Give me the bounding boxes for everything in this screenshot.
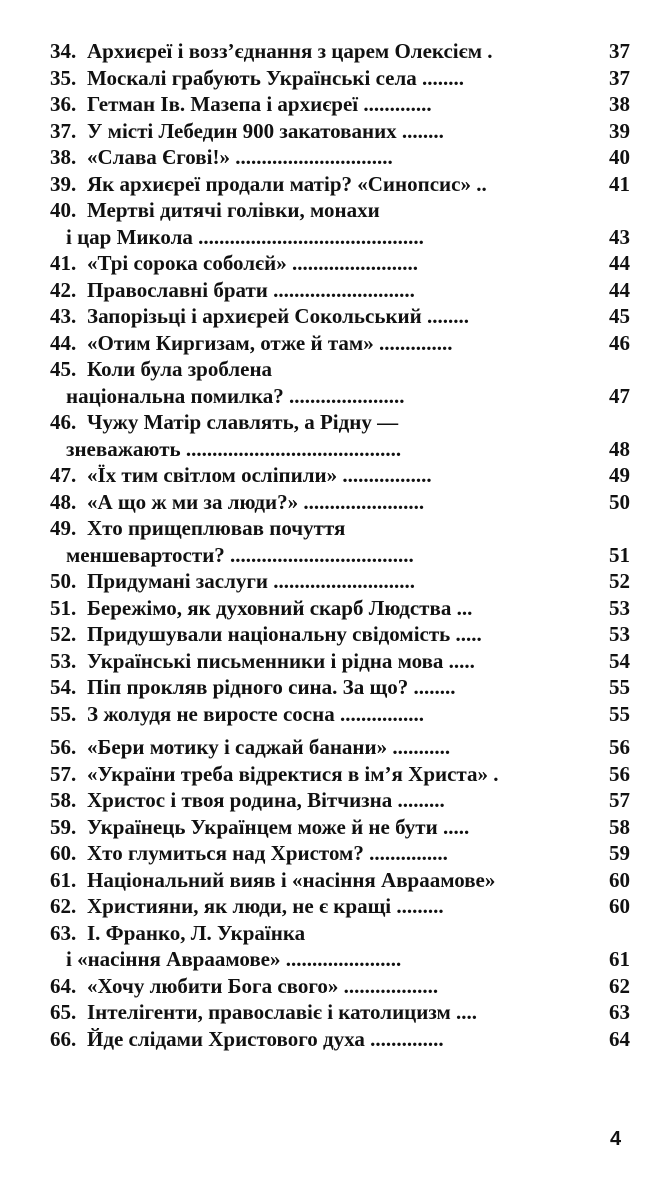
- toc-entry-title: Християни, як люди, не є кращі .........: [87, 894, 444, 918]
- page-number: 4: [610, 1128, 622, 1150]
- toc-entry: [0, 621, 649, 648]
- toc-entry-continuation: [0, 383, 649, 410]
- toc-entry-title: Гетман Ів. Мазепа і архиєреї .............: [87, 92, 432, 116]
- toc-entry: [0, 65, 649, 92]
- toc-entry-title: У місті Лебедин 900 закатованих ........: [87, 118, 444, 143]
- toc-entry: [0, 91, 649, 118]
- toc-entry-title: Інтелігенти, православіє і католицизм ....: [87, 1000, 478, 1024]
- toc-entry-title: Придушували національну свідомість .....: [87, 622, 482, 646]
- toc-entry-page: 59: [609, 841, 630, 865]
- toc-entry-continuation: [0, 436, 649, 463]
- toc-entry-title: Коли була зроблена: [87, 357, 273, 381]
- toc-entry-continuation: [0, 946, 649, 973]
- toc-entry-title-continued: національна помилка? ......................: [66, 383, 405, 408]
- toc-entry-page: 46: [609, 330, 630, 355]
- toc-entry-number: 36.: [50, 92, 77, 116]
- toc-entry-number: 64.: [50, 973, 77, 998]
- toc-entry-title: Хто прищеплював почуття: [87, 516, 346, 540]
- toc-entry-title: Хто глумиться над Христом? ...............: [87, 841, 448, 865]
- toc-entry: [0, 920, 649, 947]
- toc-entry-title: Христос і твоя родина, Вітчизна .........: [87, 788, 445, 812]
- toc-entry-title: Національний вияв і «насіння Авраамове»: [87, 867, 496, 892]
- toc-entry: [0, 409, 649, 436]
- toc-entry-title: Москалі грабують Українські села ........: [87, 65, 464, 90]
- toc-entry-page: 43: [609, 224, 630, 249]
- toc-entry: [0, 277, 649, 304]
- toc-entry-title: Йде слідами Христового духа ..............: [87, 1026, 444, 1051]
- toc-entry: [0, 701, 649, 728]
- toc-entry-title: Мертві дитячі голівки, монахи: [87, 198, 380, 222]
- toc-entry-page: 57: [609, 788, 630, 812]
- toc-entry-number: 63.: [50, 920, 77, 945]
- toc-entry-number: 47.: [50, 463, 77, 487]
- toc-entry-page: 48: [609, 436, 630, 461]
- toc-entry: [0, 250, 649, 277]
- toc-entry-page: 45: [609, 304, 630, 328]
- toc-entry: [0, 814, 649, 841]
- toc-entry: [0, 648, 649, 675]
- toc-entry-title-continued: і цар Микола ...........................................: [66, 224, 424, 249]
- toc-entry: [0, 171, 649, 198]
- toc-entry-page: 37: [609, 65, 630, 90]
- toc-entry-number: 56.: [50, 735, 77, 759]
- toc-entry-number: 54.: [50, 675, 77, 699]
- toc-entry: [0, 330, 649, 357]
- toc-entry-title: Бережімо, як духовний скарб Людства ...: [87, 595, 473, 620]
- toc-entry-number: 41.: [50, 251, 77, 275]
- toc-entry-title: Архиєреї і возз’єднання з царем Олексієм .: [87, 39, 493, 63]
- toc-entry-title: З жолудя не виросте сосна ................: [87, 701, 424, 726]
- toc-entry-title: «Хочу любити Бога свого» ..................: [87, 973, 439, 998]
- toc-entry-title-continued: і «насіння Авраамове» ......................: [66, 947, 402, 971]
- toc-entry-page: 60: [609, 894, 630, 918]
- toc-entry-number: 66.: [50, 1026, 77, 1051]
- toc-entry-number: 44.: [50, 330, 77, 355]
- toc-entry-title: Піп прокляв рідного сина. За що? ........: [87, 675, 456, 699]
- toc-entry: [0, 489, 649, 516]
- toc-entry-page: 49: [609, 463, 630, 487]
- toc-entry-title: «Слава Єгові!» ..............................: [87, 145, 393, 169]
- toc-entry-page: 54: [609, 648, 630, 673]
- toc-entry-page: 44: [609, 251, 630, 275]
- toc-entry-number: 48.: [50, 489, 77, 514]
- toc-entry-page: 41: [609, 171, 630, 196]
- toc-entry-title: Чужу Матір славлять, а Рідну —: [87, 410, 399, 434]
- toc-entry: [0, 144, 649, 171]
- toc-entry-page: 47: [609, 383, 630, 408]
- toc-entry: [0, 197, 649, 224]
- toc-entry: [0, 761, 649, 788]
- toc-entry-page: 53: [609, 622, 630, 646]
- toc-entry-page: 64: [609, 1026, 630, 1051]
- toc-entry-title: «Бери мотику і саджай банани» ...........: [87, 735, 451, 759]
- toc-entry-number: 60.: [50, 841, 77, 865]
- toc-entry-number: 59.: [50, 814, 77, 839]
- toc-entry-title: Українські письменники і рідна мова .....: [87, 648, 475, 673]
- toc-entry-title: «А що ж ми за люди?» .......................: [87, 489, 425, 514]
- toc-entry-page: 56: [609, 735, 630, 759]
- toc-entry: [0, 595, 649, 622]
- toc-entry-page: 40: [609, 145, 630, 169]
- toc-entry-number: 55.: [50, 701, 77, 726]
- toc-entry: [0, 118, 649, 145]
- toc-entry: [0, 999, 649, 1026]
- toc-entry-number: 51.: [50, 595, 77, 620]
- toc-entry: [0, 840, 649, 867]
- toc-entry-page: 60: [609, 867, 630, 892]
- toc-entry-continuation: [0, 542, 649, 569]
- toc-entry: [0, 787, 649, 814]
- toc-entry-page: 55: [609, 675, 630, 699]
- toc-entry-title: Як архиєреї продали матір? «Синопсис» ..: [87, 171, 487, 196]
- toc-entry-page: 56: [609, 761, 630, 786]
- toc-entry-number: 58.: [50, 788, 77, 812]
- toc-entry: [0, 1026, 649, 1053]
- toc-entry-number: 35.: [50, 65, 77, 90]
- toc-entry-page: 51: [609, 542, 630, 567]
- toc-entry: [0, 734, 649, 761]
- toc-entry-number: 62.: [50, 894, 77, 918]
- toc-entry-title-continued: меншевартости? ...................................: [66, 542, 414, 567]
- toc-entry: [0, 356, 649, 383]
- toc-entry-number: 53.: [50, 648, 77, 673]
- toc-entry-number: 52.: [50, 622, 77, 646]
- toc-entry-title: «Отим Киргизам, отже й там» ..............: [87, 330, 453, 355]
- toc-entry: [0, 303, 649, 330]
- toc-entry-number: 50.: [50, 569, 77, 593]
- toc-entry-title: «України треба відректися в ім’я Христа» .: [87, 761, 499, 786]
- toc-entry-page: 39: [609, 118, 630, 143]
- toc-entry-page: 52: [609, 569, 630, 593]
- toc-entry-number: 39.: [50, 171, 77, 196]
- toc-entry: [0, 674, 649, 701]
- toc-entry-number: 61.: [50, 867, 77, 892]
- toc-entry-title: Православні брати ...........................: [87, 277, 415, 302]
- toc-entry-page: 62: [609, 973, 630, 998]
- toc-entry: [0, 973, 649, 1000]
- toc-entry-number: 37.: [50, 118, 77, 143]
- toc-entry: [0, 568, 649, 595]
- toc-entry-page: 55: [609, 701, 630, 726]
- toc-entry-title-continued: зневажають .........................................: [66, 436, 402, 461]
- toc-entry-title: «Трі сорока соболєй» ........................: [87, 251, 418, 275]
- toc-entry-number: 34.: [50, 39, 77, 63]
- toc-entry-title: І. Франко, Л. Українка: [87, 920, 306, 945]
- toc-entry-page: 63: [609, 1000, 630, 1024]
- table-of-contents: [0, 38, 649, 1052]
- toc-entry-number: 43.: [50, 304, 77, 328]
- toc-entry-title: «Їх тим світлом осліпили» .................: [87, 463, 432, 487]
- toc-entry-continuation: [0, 224, 649, 251]
- toc-entry-page: 37: [609, 39, 630, 63]
- toc-entry-number: 57.: [50, 761, 77, 786]
- toc-entry: [0, 38, 649, 65]
- toc-entry-page: 58: [609, 814, 630, 839]
- toc-entry-number: 49.: [50, 516, 77, 540]
- toc-entry: [0, 893, 649, 920]
- toc-entry-number: 46.: [50, 410, 77, 434]
- toc-entry-page: 50: [609, 489, 630, 514]
- toc-entry-number: 42.: [50, 277, 77, 302]
- toc-entry-number: 40.: [50, 198, 77, 222]
- toc-entry-number: 38.: [50, 145, 77, 169]
- toc-entry: [0, 867, 649, 894]
- toc-entry-number: 45.: [50, 357, 77, 381]
- toc-entry-number: 65.: [50, 1000, 77, 1024]
- toc-entry-page: 38: [609, 92, 630, 116]
- toc-entry-page: 61: [609, 947, 630, 971]
- toc-entry-page: 44: [609, 277, 630, 302]
- toc-entry-page: 53: [609, 595, 630, 620]
- toc-entry: [0, 515, 649, 542]
- toc-entry: [0, 462, 649, 489]
- toc-entry-title: Українець Українцем може й не бути .....: [87, 814, 470, 839]
- toc-entry-title: Запорізьці і архиєрей Сокольський ........: [87, 304, 470, 328]
- toc-entry-title: Придумані заслуги ...........................: [87, 569, 415, 593]
